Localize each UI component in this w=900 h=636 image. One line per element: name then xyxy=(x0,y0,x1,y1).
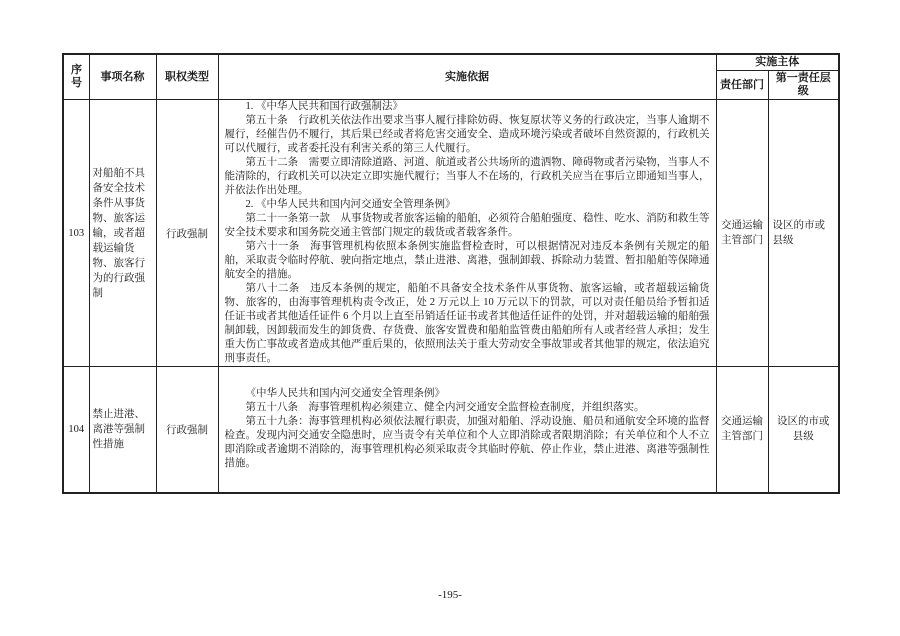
table-header xyxy=(63,54,839,100)
basis-paragraph: 第五十九条：海事管理机构必须依法履行职责，加强对船舶、浮动设施、船员和通航安全环境的监督检查。发现内河交通安全隐患时，应当责令有关单位和个人立即消除或者限期消除；有关单位和个人不立即消除或者逾期不消除的，海事管理机构必须采取责令其临时停航、停止作业，禁止进港、离港等强制性措施。 xyxy=(224,416,710,470)
row-seq: 104 xyxy=(63,367,89,493)
header-first-responsibility-level: 第一责任层级 xyxy=(768,71,839,100)
basis-paragraph: 第八十二条 违反本条例的规定，船舶不具备安全技术条件从事货物、旅客运输，或者超载运输货物、旅客的，由海事管理机构责令改正，处 2 万元以上 10 万元以下的罚款，可以对责任船员给予暂扣适任证书或者其他适任证件 6 个月以上直至吊销适任证书或者其他适任证件的处罚，并对超载运输的船舶强制卸载，因卸载而发生的卸货费、存货费、旅客安置费和船舶监管费由船舶所有人或者经营人承担；发生重大伤亡事故或者造成其他严重后果的，依照刑法关于重大劳动安全事故罪或者其他罪的规定，依法追究刑事责任。 xyxy=(224,283,710,364)
header-item-name: 事项名称 xyxy=(89,54,156,100)
basis-paragraph: 1. 《中华人民共和国行政强制法》 xyxy=(245,101,403,112)
header-responsible-department: 责任部门 xyxy=(716,71,768,100)
basis-paragraph: 第六十一条 海事管理机构依照本条例实施监督检查时，可以根据情况对违反本条例有关规定的船舶，采取责令临时停航、驶向指定地点，禁止进港、离港，强制卸载、拆除动力装置、暂扣船舶等保障通航安全的措施。 xyxy=(224,241,710,280)
row-responsible-department: 交通运输主管部门 xyxy=(716,367,768,493)
regulation-table xyxy=(62,53,840,494)
row-responsibility-level: 设区的市或县级 xyxy=(768,100,839,367)
basis-paragraph: 第五十八条 海事管理机构必须建立、健全内河交通安全监督检查制度，并组织落实。 xyxy=(245,402,645,414)
basis-paragraph: 第二十一条第一款 从事货物或者旅客运输的船舶，必须符合船舶强度、稳性、吃水、消防和救生等安全技术要求和国务院交通主管部门规定的载货或者载客条件。 xyxy=(224,213,710,238)
table-row xyxy=(63,100,839,367)
basis-paragraph: 第五十二条 需要立即清除道路、河道、航道或者公共场所的遗洒物、障碍物或者污染物，当事人不能清除的，行政机关可以决定立即实施代履行；当事人不在场的，行政机关应当在事后立即通知当事人，并依法作出处理。 xyxy=(224,157,710,196)
row-responsible-department: 交通运输主管部门 xyxy=(716,100,768,367)
row-basis-cell xyxy=(218,367,716,493)
header-seq: 序号 xyxy=(63,54,89,100)
row-seq: 103 xyxy=(63,100,89,367)
table-row xyxy=(63,367,839,493)
row-basis-cell xyxy=(218,100,716,367)
header-authority-type: 职权类型 xyxy=(156,54,218,100)
row-authority-type: 行政强制 xyxy=(156,100,218,367)
basis-paragraph: 《中华人民共和国内河交通安全管理条例》 xyxy=(245,388,445,400)
row-item-name: 对船舶不具备安全技术条件从事货物、旅客运输，或者超载运输货物、旅客行为的行政强制 xyxy=(89,100,156,367)
row-item-name: 禁止进港、离港等强制性措施 xyxy=(89,367,156,493)
header-implementation-basis: 实施依据 xyxy=(218,54,716,100)
row-responsibility-level: 设区的市或县级 xyxy=(768,367,839,493)
page-number: -195- xyxy=(438,589,462,601)
header-implementation-subject: 实施主体 xyxy=(716,54,839,71)
row-authority-type: 行政强制 xyxy=(156,367,218,493)
basis-paragraph: 第五十条 行政机关依法作出要求当事人履行排除妨碍、恢复原状等义务的行政决定，当事人逾期不履行，经催告仍不履行，其后果已经或者将危害交通安全、造成环境污染或者破坏自然资源的，行政机关可以代履行，或者委托没有利害关系的第三人代履行。 xyxy=(224,115,710,154)
basis-paragraph: 2. 《中华人民共和国内河交通安全管理条例》 xyxy=(245,199,456,210)
